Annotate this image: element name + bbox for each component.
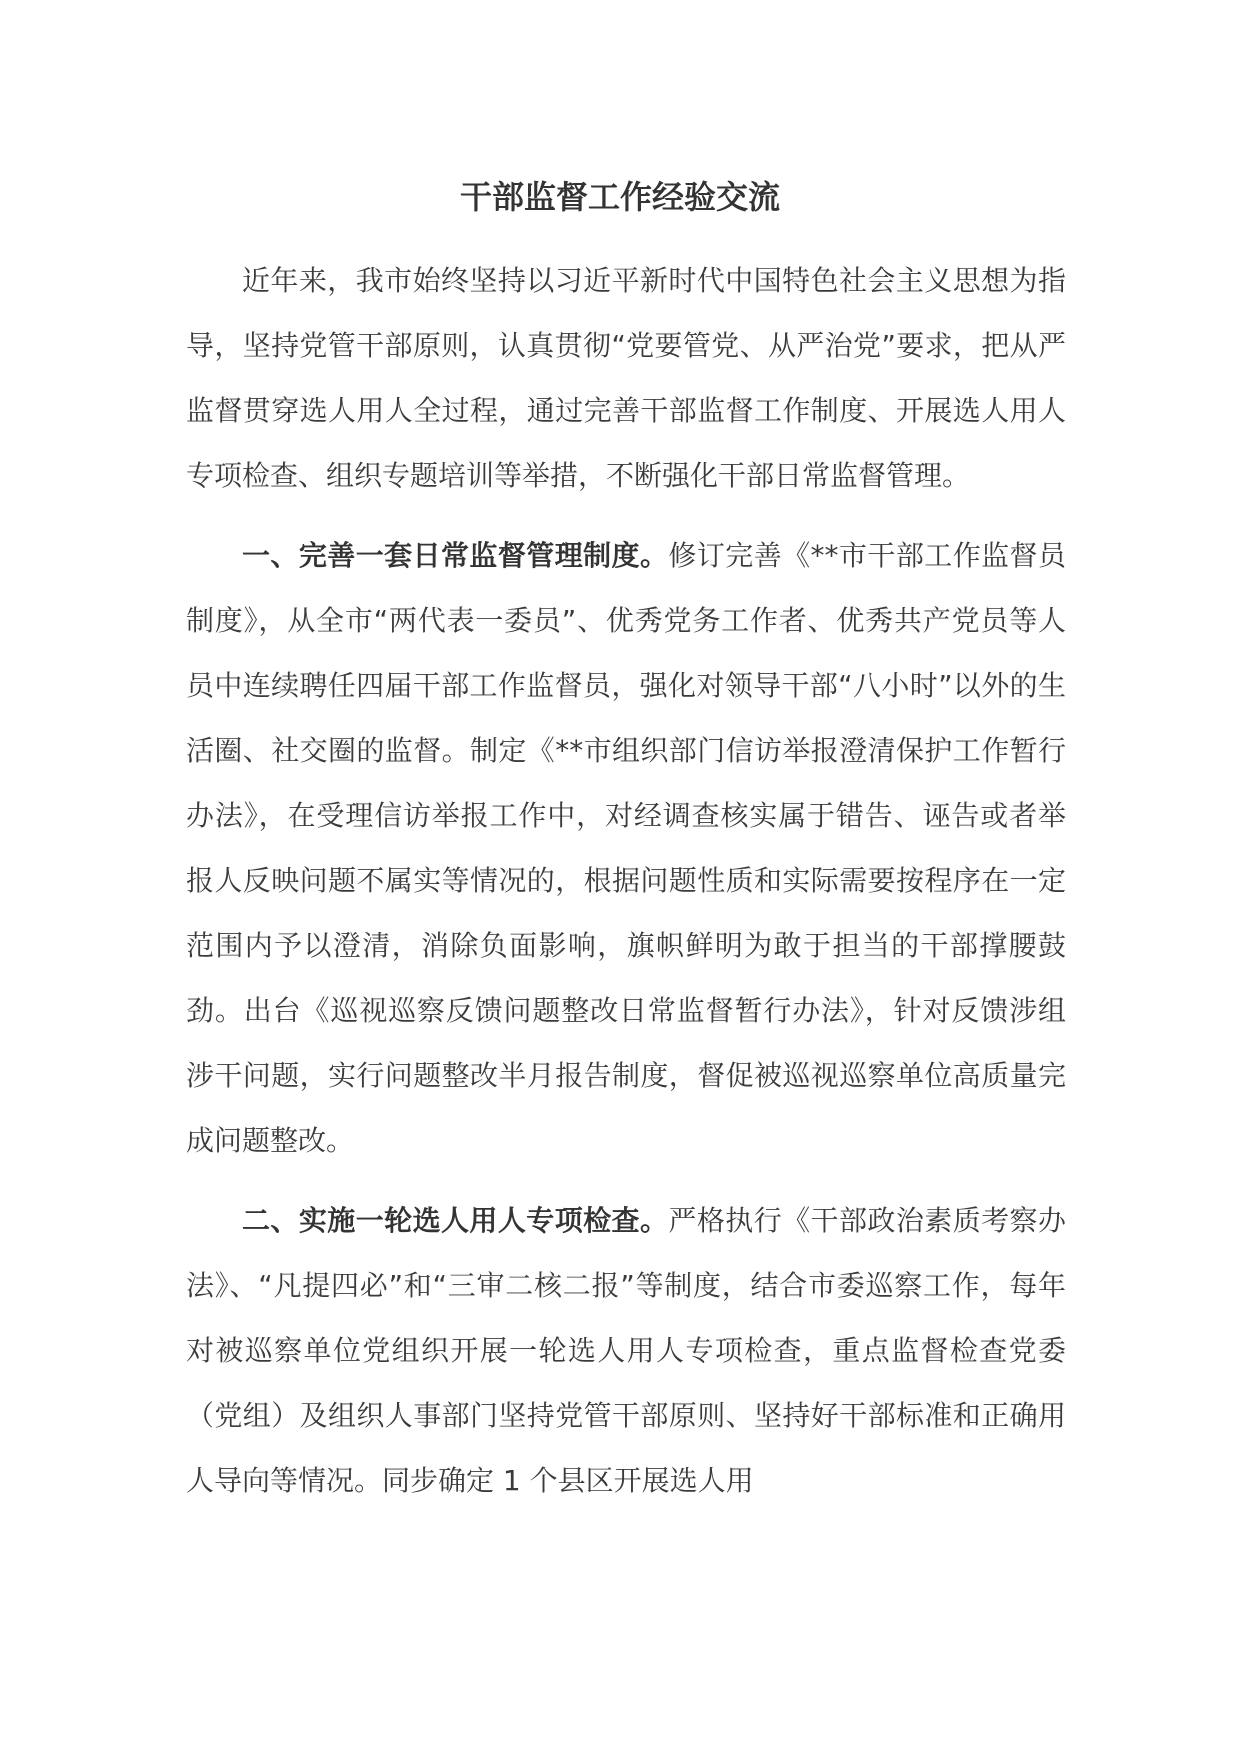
document-body (186, 248, 1066, 1513)
section-heading-1: 一、完善一套日常监督管理制度。 (242, 539, 669, 572)
section-text-1: 修订完善《**市干部工作监督员制度》，从全市“两代表一委员”、优秀党务工作者、优秀共产党员等人员中连续聘任四届干部工作监督员，强化对领导干部“八小时”以外的生活圈、社交圈的监督。制定《**市组织部门信访举报澄清保护工作暂行办法》，在受理信访举报工作中，对经调查核实属于错告、诬告或者举报人反映问题不属实等情况的，根据问题性质和实际需要按程序在一定范围内予以澄清，消除负面影响，旗帜鲜明为敢于担当的干部撑腰鼓劲。出台《巡视巡察反馈问题整改日常监督暂行办法》，针对反馈涉组涉干问题，实行问题整改半月报告制度，督促被巡视巡察单位高质量完成问题整改。 (186, 539, 1066, 1157)
section-paragraph-1 (186, 523, 1066, 1173)
section-heading-2: 二、实施一轮选人用人专项检查。 (242, 1204, 669, 1237)
document-title: 干部监督工作经验交流 (459, 178, 780, 216)
intro-paragraph: 近年来，我市始终坚持以习近平新时代中国特色社会主义思想为指导，坚持党管干部原则，认真贯彻“党要管党、从严治党”要求，把从严监督贯穿选人用人全过程，通过完善干部监督工作制度、开展选人用人专项检查、组织专题培训等举措，不断强化干部日常监督管理。 (186, 264, 1066, 492)
section-paragraph-2 (186, 1188, 1066, 1513)
section-text-2: 严格执行《干部政治素质考察办法》、“凡提四必”和“三审二核二报”等制度，结合市委巡察工作，每年对被巡察单位党组织开展一轮选人用人专项检查，重点监督检查党委（党组）及组织人事部门坚持党管干部原则、坚持好干部标准和正确用人导向等情况。同步确定 1 个县区开展选人用 (186, 1204, 1066, 1497)
